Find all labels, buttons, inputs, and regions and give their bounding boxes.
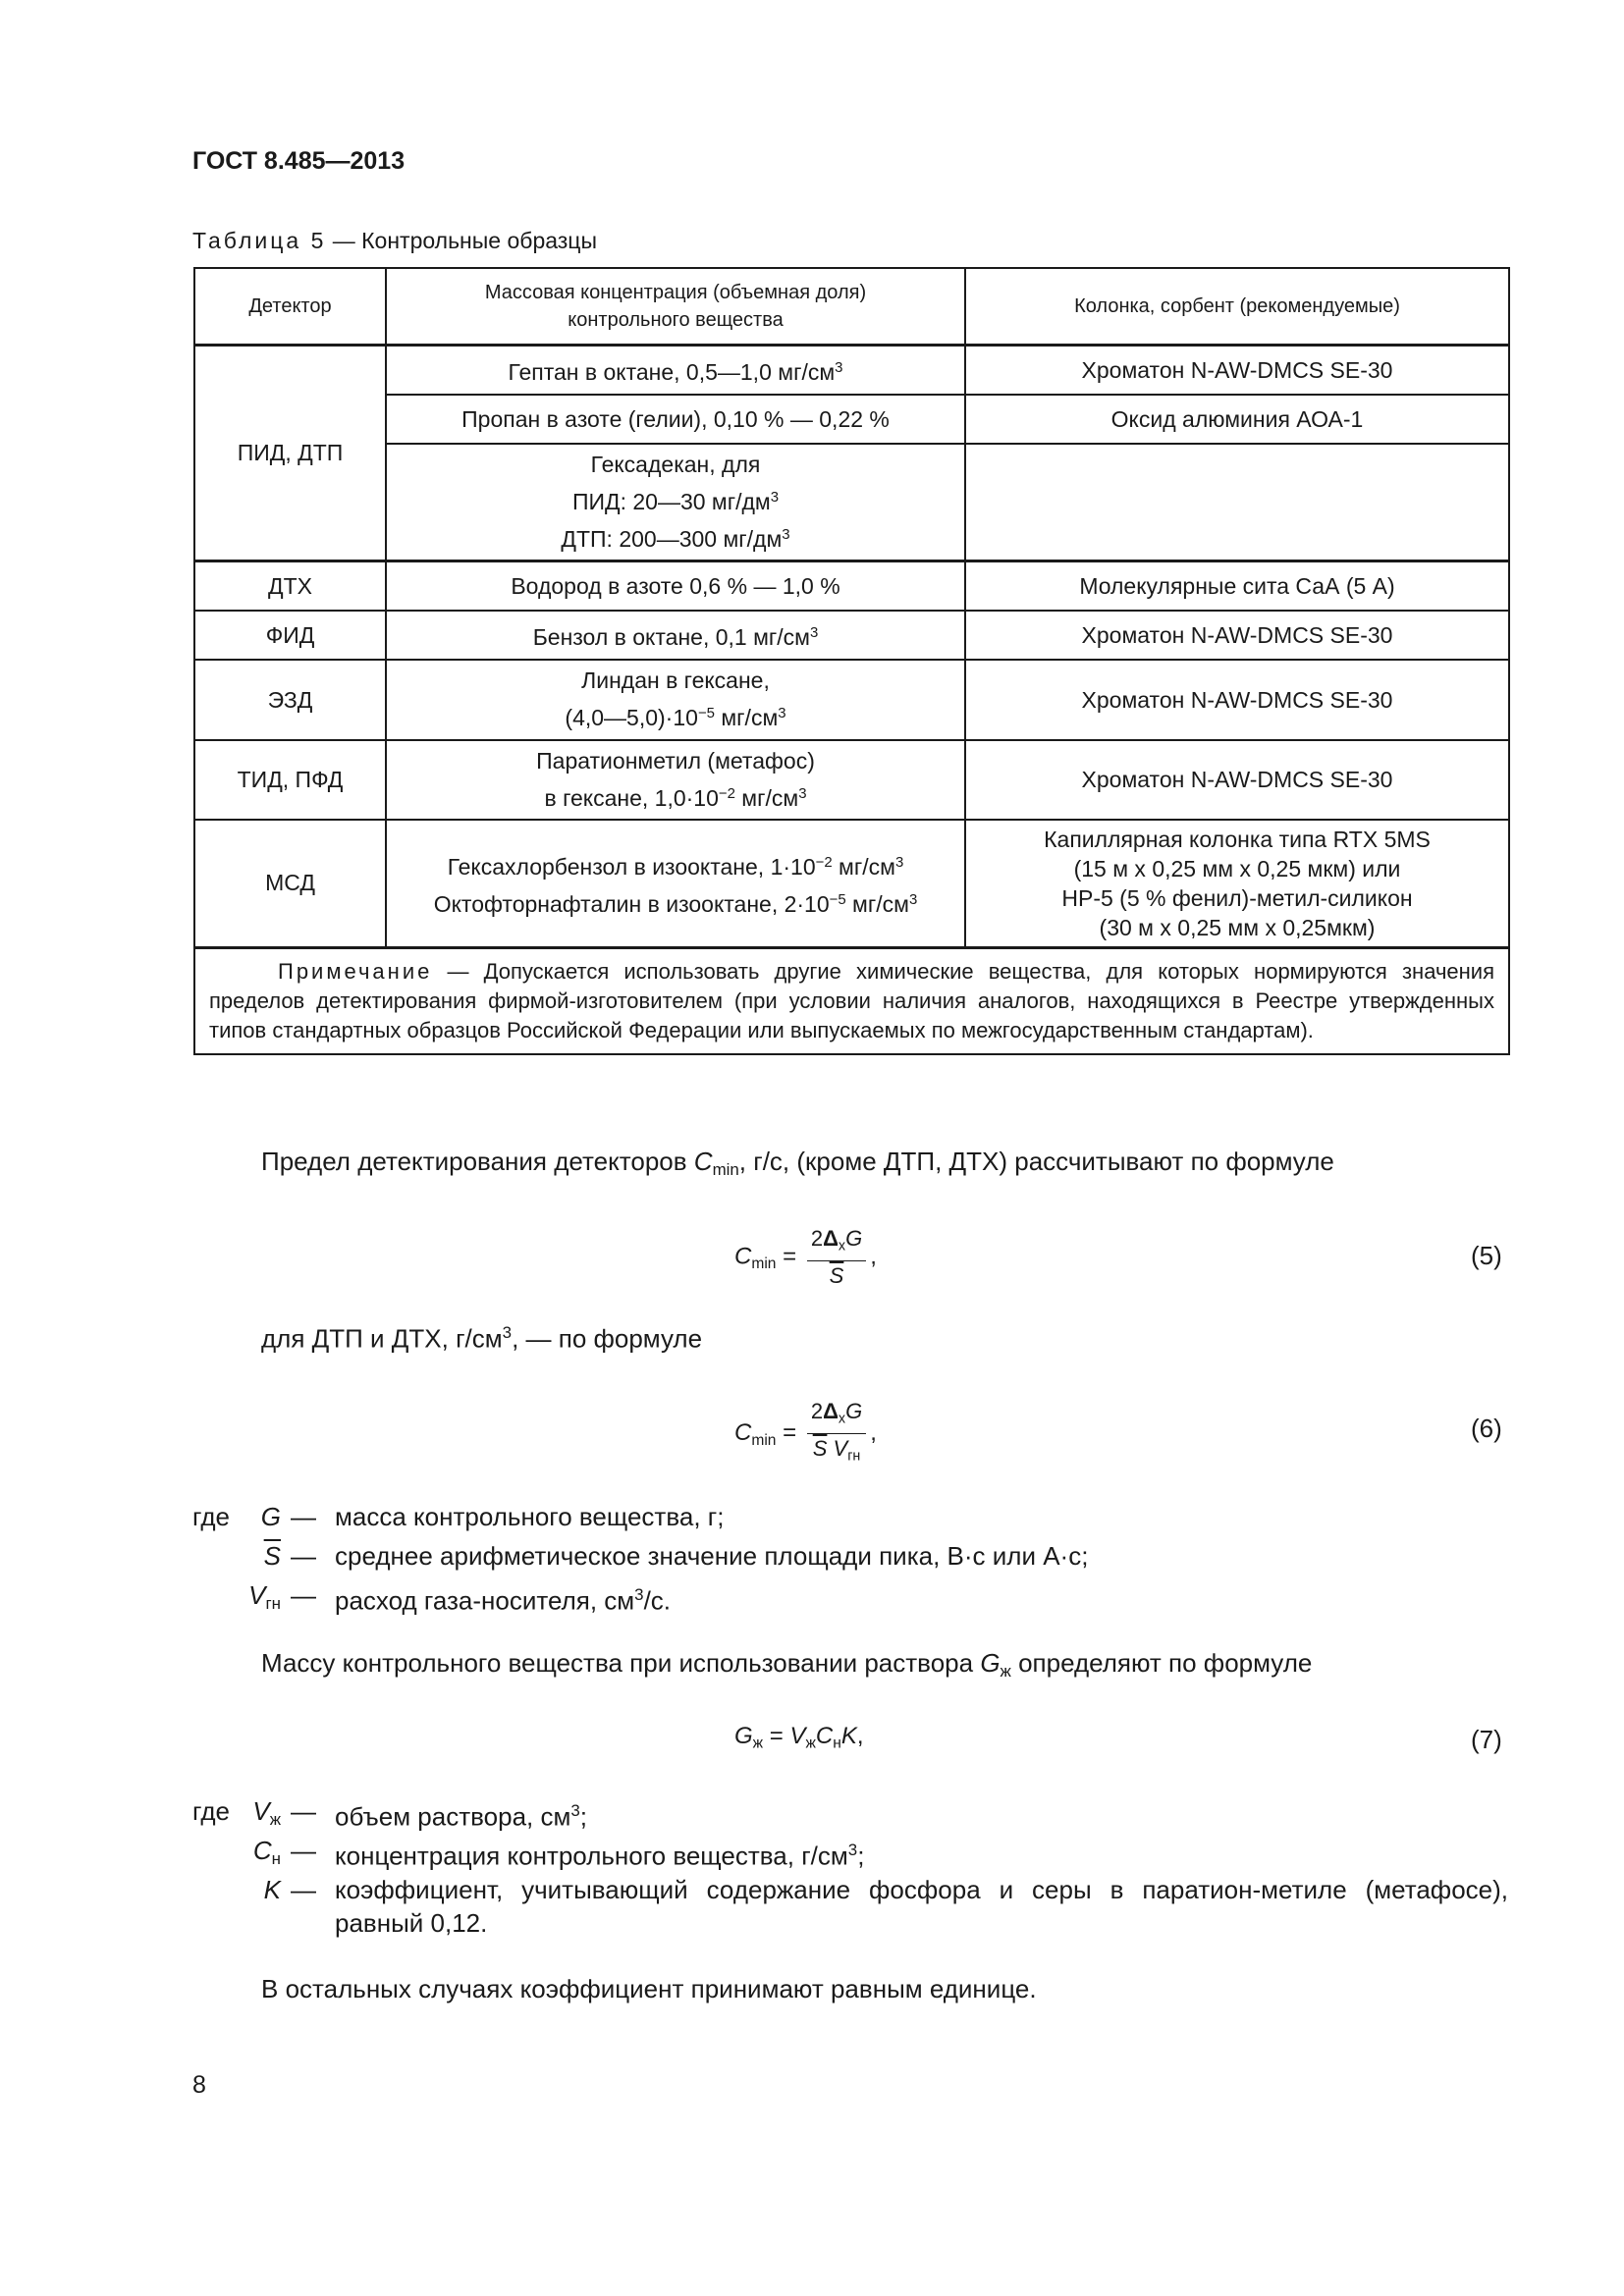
- symbol: C: [252, 1836, 272, 1865]
- formula-coefficient: 2: [810, 1226, 824, 1251]
- cell-line: [395, 481, 956, 518]
- formula-fraction: [807, 1224, 866, 1291]
- definition-dash: —: [291, 1502, 316, 1531]
- definition-text: среднее арифметическое значение площади пика, В·с или А·с;: [335, 1541, 1089, 1571]
- cell-sup: 3: [782, 526, 790, 544]
- formula-symbol: V: [789, 1723, 806, 1749]
- cell-text: Октофторнафталин в изооктане, 2·10: [433, 891, 830, 918]
- symbol: C: [693, 1147, 713, 1176]
- cell-line: Капиллярная колонка типа RTX 5MS: [1044, 826, 1431, 852]
- cell-unit: мг/см: [845, 891, 909, 918]
- formula-numerator: [807, 1397, 866, 1434]
- cell-sup: 3: [810, 624, 819, 642]
- table-row: [194, 561, 1509, 612]
- formula-subscript: x: [838, 1411, 846, 1427]
- header-concentration-line1: Массовая концентрация (объемная доля): [484, 282, 867, 303]
- table-row: [194, 611, 1509, 660]
- cell-line: [395, 697, 956, 734]
- subscript: min: [712, 1160, 739, 1180]
- cell-concentration: Пропан в азоте (гелии), 0,10 % — 0,22 %: [386, 395, 965, 444]
- cell-exp: −2: [815, 853, 833, 871]
- cell-concentration: [386, 444, 965, 561]
- subscript: гн: [265, 1594, 281, 1614]
- formula-symbol: C: [734, 1243, 752, 1270]
- superscript: 3: [634, 1585, 644, 1604]
- formula-symbol: G: [845, 1226, 863, 1251]
- paragraph-cmin-intro: [261, 1145, 1334, 1187]
- cell-column: Молекулярные сита СаА (5 А): [965, 561, 1509, 612]
- definition-text: [335, 1791, 1508, 1836]
- cell-text: ПИД: 20—30 мг/дм: [571, 489, 771, 515]
- formula-subscript: н: [833, 1735, 841, 1752]
- cell-line: [395, 846, 956, 883]
- text-span: концентрация контрольного вещества, г/см: [335, 1841, 848, 1871]
- table-row: [194, 444, 1509, 561]
- symbol: K: [263, 1875, 281, 1904]
- formula-subscript: гн: [847, 1448, 861, 1465]
- definition-text: масса контрольного вещества, г;: [335, 1502, 725, 1531]
- definition-symbol: [134, 1870, 281, 1909]
- table-note-row: [194, 947, 1509, 1054]
- formula-subscript: min: [751, 1431, 777, 1449]
- formula-fraction: [807, 1397, 866, 1471]
- cell-concentration: [386, 346, 965, 396]
- cell-text: Гептан в октане, 0,5—1,0 мг/см: [508, 359, 836, 386]
- cell-text: (4,0—5,0)·10: [565, 705, 698, 731]
- cell-concentration: [386, 740, 965, 820]
- formula-symbol: C: [815, 1723, 834, 1749]
- formula-symbol: S: [829, 1263, 844, 1289]
- definition-text: [335, 1831, 1508, 1875]
- formula-6: [734, 1397, 877, 1471]
- formula-number-5: (5): [1471, 1241, 1502, 1270]
- formula-comma: ,: [870, 1243, 877, 1270]
- cell-text: в гексане, 1,0·10: [544, 784, 719, 811]
- page-number: 8: [192, 2071, 206, 2099]
- table-row: [194, 740, 1509, 820]
- table-row: [194, 395, 1509, 444]
- cell-column: Хроматон N-AW-DMCS SE-30: [965, 740, 1509, 820]
- superscript: 3: [502, 1323, 513, 1342]
- formula-equals: =: [763, 1723, 790, 1749]
- formula-symbol: G: [734, 1723, 753, 1749]
- symbol: V: [248, 1580, 266, 1610]
- cell-line: (30 м х 0,25 мм х 0,25мкм): [1099, 914, 1376, 940]
- definition-symbol: [134, 1575, 281, 1624]
- cell-line: Паратионметил (метафос): [536, 747, 815, 774]
- cell-text: Гексахлорбензол в изооктане, 1·10: [447, 853, 816, 880]
- formula-subscript: x: [838, 1238, 846, 1255]
- definition-text: коэффициент, учитывающий содержание фосфора и серы в паратион-метиле (метафосе), равный 0,12.: [335, 1875, 1508, 1938]
- cell-unit: мг/см: [734, 784, 799, 811]
- text-span: , г/с, (кроме ДТП, ДТХ) рассчитывают по формуле: [738, 1147, 1334, 1176]
- cell-detector: ТИД, ПФД: [194, 740, 386, 820]
- cell-column-empty: [965, 444, 1509, 561]
- cell-line: Гексадекан, для: [590, 452, 761, 477]
- formula-subscript: min: [751, 1255, 777, 1273]
- cell-detector: ПИД, ДТП: [194, 346, 386, 561]
- formula-symbol: $\overline{S}$: [812, 1436, 828, 1462]
- cell-line: [395, 777, 956, 815]
- formula-denominator: [807, 1261, 866, 1291]
- formula-symbol: C: [734, 1419, 752, 1447]
- text-span: расход газа-носителя, см: [335, 1585, 635, 1616]
- definition-symbol: [134, 1497, 281, 1536]
- text-span: Массу контрольного вещества при использовании раствора: [261, 1648, 981, 1678]
- formula-equals: =: [776, 1419, 803, 1447]
- cell-concentration: [386, 611, 965, 660]
- text-span: /с.: [643, 1585, 672, 1616]
- subscript: ж: [1000, 1662, 1011, 1682]
- note-text: — Допускается использовать другие химические вещества, для которых нормируются значения пределов детектирования фирмой-изготовителем (при условии наличия аналогов, находящихся в Реестре утвержденных типов стандартных образцов Российской Федерации или выпускаемых по межгосударственным стандартам).: [209, 958, 1494, 1042]
- definition-dash: —: [291, 1836, 316, 1865]
- formula-symbol: V: [833, 1436, 848, 1462]
- text-span: ;: [579, 1801, 587, 1832]
- cell-exp: −5: [829, 890, 846, 908]
- text-span: для ДТП и ДТХ, г/см: [261, 1323, 503, 1354]
- formula-symbol: K: [840, 1723, 857, 1749]
- table-caption-title: — Контрольные образцы: [326, 228, 598, 253]
- paragraph-dtp-dtx: [261, 1316, 702, 1355]
- header-concentration: [386, 268, 965, 346]
- header-detector: Детектор: [194, 268, 386, 346]
- formula-delta: Δ: [823, 1226, 839, 1251]
- table-caption-label: Таблица 5: [192, 228, 327, 253]
- cell-line: Линдан в гексане,: [581, 667, 770, 694]
- symbol: G: [260, 1502, 281, 1531]
- formula-comma: ,: [870, 1419, 877, 1447]
- cell-line: [395, 518, 956, 556]
- text-span: , — по формуле: [512, 1323, 703, 1354]
- formula-equals: =: [776, 1243, 803, 1270]
- cell-detector: МСД: [194, 820, 386, 948]
- superscript: 3: [570, 1801, 580, 1820]
- cell-column: Хроматон N-AW-DMCS SE-30: [965, 346, 1509, 396]
- cell-column: [965, 820, 1509, 948]
- cell-concentration: [386, 660, 965, 739]
- formula-5: [734, 1224, 877, 1291]
- paragraph-solution-mass: [261, 1646, 1312, 1688]
- where-label: где: [192, 1502, 230, 1531]
- cell-unit: мг/см: [714, 705, 779, 731]
- cell-concentration: [386, 820, 965, 948]
- cell-exp: −2: [718, 784, 735, 802]
- definition-dash: —: [291, 1541, 316, 1571]
- header-concentration-line2: контрольного вещества: [568, 309, 784, 331]
- cell-line: HP-5 (5 % фенил)-метил-силикон: [1061, 884, 1413, 911]
- table-note: [194, 947, 1509, 1054]
- paragraph-other-cases: В остальных случаях коэффициент принимают равным единице.: [261, 1974, 1037, 2003]
- text-span: определяют по формуле: [1010, 1648, 1313, 1678]
- subscript: ж: [269, 1810, 281, 1830]
- superscript: 3: [847, 1841, 858, 1859]
- symbol: G: [980, 1648, 1001, 1678]
- cell-detector: ДТХ: [194, 561, 386, 612]
- formula-subscript: ж: [805, 1735, 816, 1752]
- cell-text: ДТП: 200—300 мг/дм: [561, 526, 783, 553]
- cell-detector: ЭЗД: [194, 660, 386, 739]
- page-header: ГОСТ 8.485—2013: [192, 147, 406, 175]
- cell-exp: −5: [697, 705, 715, 722]
- table-row: [194, 820, 1509, 948]
- cell-line: [395, 883, 956, 921]
- where-label: где: [192, 1796, 230, 1826]
- formula-subscript: ж: [752, 1735, 764, 1752]
- cell-column: Оксид алюминия АОА-1: [965, 395, 1509, 444]
- cell-sup: 3: [894, 853, 904, 871]
- text-span: объем раствора, см: [335, 1801, 571, 1832]
- table-row: [194, 346, 1509, 396]
- formula-number-7: (7): [1471, 1725, 1502, 1754]
- definition-symbol: [134, 1536, 281, 1575]
- symbol: V: [252, 1796, 270, 1826]
- formula-coefficient: 2: [810, 1399, 824, 1423]
- symbol: $\overline{S}$: [263, 1541, 281, 1571]
- cell-sup: 3: [835, 358, 843, 376]
- cell-concentration: Водород в азоте 0,6 % — 1,0 %: [386, 561, 965, 612]
- formula-numerator: [807, 1224, 866, 1261]
- table-row: [194, 660, 1509, 739]
- formula-symbol: G: [845, 1399, 863, 1423]
- definition-text: [335, 1575, 1508, 1620]
- cell-unit: мг/см: [832, 853, 895, 880]
- definition-dash: —: [291, 1580, 316, 1610]
- formula-7: [734, 1723, 864, 1753]
- cell-text: Бензол в октане, 0,1 мг/см: [532, 624, 810, 651]
- cell-detector: ФИД: [194, 611, 386, 660]
- cell-column: Хроматон N-AW-DMCS SE-30: [965, 660, 1509, 739]
- cell-sup: 3: [798, 784, 807, 802]
- formula-number-6: (6): [1471, 1414, 1502, 1443]
- cell-sup: 3: [908, 890, 918, 908]
- table-header-row: [194, 268, 1509, 346]
- text-span: ;: [857, 1841, 865, 1871]
- formula-comma: ,: [856, 1723, 864, 1749]
- formula-denominator: [807, 1434, 866, 1470]
- note-label: Примечание: [278, 958, 433, 984]
- text-span: Предел детектирования детекторов: [261, 1147, 694, 1176]
- cell-sup: 3: [778, 705, 786, 722]
- header-column: Колонка, сорбент (рекомендуемые): [965, 268, 1509, 346]
- definition-dash: —: [291, 1796, 316, 1826]
- cell-line: (15 м х 0,25 мм х 0,25 мкм) или: [1073, 855, 1401, 881]
- formula-delta: Δ: [823, 1399, 839, 1423]
- cell-column: Хроматон N-AW-DMCS SE-30: [965, 611, 1509, 660]
- table-caption: [192, 228, 597, 254]
- control-samples-table: [193, 267, 1510, 1055]
- definition-dash: —: [291, 1875, 316, 1904]
- subscript: н: [271, 1849, 281, 1869]
- cell-sup: 3: [770, 489, 780, 506]
